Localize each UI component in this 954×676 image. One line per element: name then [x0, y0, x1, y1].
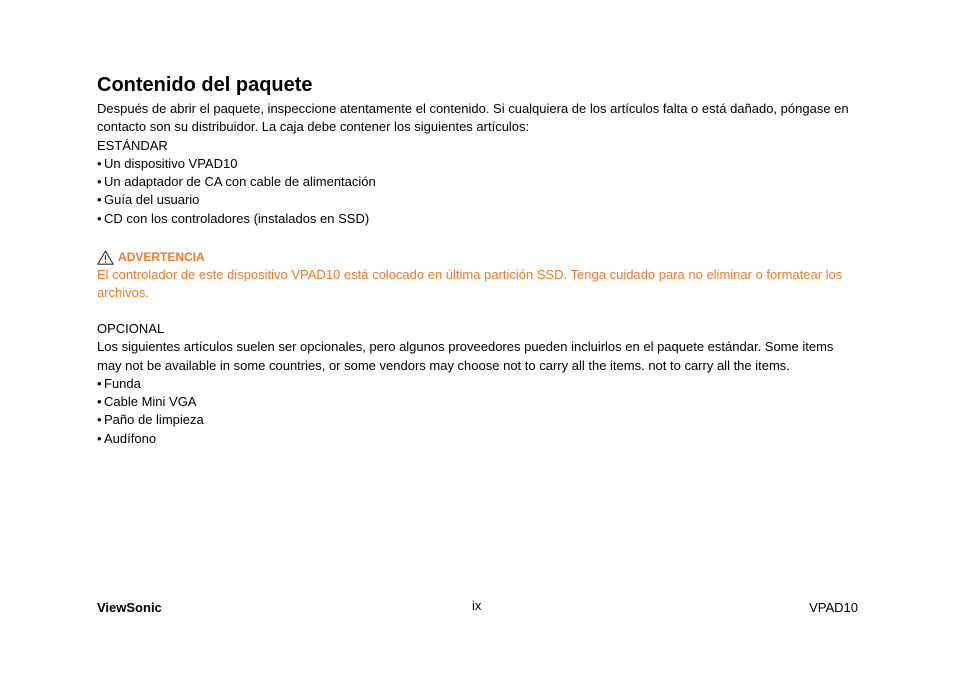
footer-page-number: ix: [472, 598, 482, 613]
list-item-text: Un adaptador de CA con cable de alimentación: [104, 174, 376, 190]
optional-line-2: may not be available in some countries, or some vendors may choose not to carry all the items. not to carry all the items.: [97, 357, 790, 373]
bullet: •: [97, 430, 102, 446]
footer-brand: ViewSonic: [97, 600, 162, 615]
optional-paragraph: [97, 338, 867, 375]
list-item: [97, 191, 867, 209]
bullet: •: [97, 412, 102, 428]
intro-line-2: contacto son su distribuidor. La caja debe contener los siguientes artículos:: [97, 119, 530, 135]
list-item-text: Paño de limpieza: [104, 412, 204, 428]
optional-heading: OPCIONAL: [97, 321, 165, 336]
bullet: •: [97, 192, 102, 208]
optional-section: [97, 320, 867, 448]
warning-paragraph: [97, 266, 867, 303]
list-item: [97, 411, 867, 429]
standard-list: [97, 155, 867, 228]
optional-line-1: Los siguientes artículos suelen ser opcionales, pero algunos proveedores pueden incluirlos en el paquete estándar. Some items: [97, 339, 834, 355]
warning-line-2: archivos.: [97, 285, 150, 301]
warning-section: [97, 248, 867, 303]
bullet: •: [97, 210, 102, 226]
warning-triangle-icon: [97, 250, 114, 265]
list-item: [97, 210, 867, 228]
warning-heading-text: ADVERTENCIA: [118, 250, 205, 264]
list-item: [97, 375, 867, 393]
intro-section: [97, 100, 867, 228]
bullet: •: [97, 375, 102, 391]
list-item-text: Un dispositivo VPAD10: [104, 155, 238, 171]
list-item: [97, 155, 867, 173]
list-item: [97, 430, 867, 448]
list-item-text: Funda: [104, 375, 141, 391]
list-item-text: Audífono: [104, 430, 157, 446]
warning-line-1: El controlador de este dispositivo VPAD10 está colocado en última partición SSD. Tenga cuidado para no eliminar o formatear los: [97, 267, 843, 282]
list-item-text: Cable Mini VGA: [104, 394, 197, 410]
intro-paragraph: [97, 100, 867, 137]
bullet: •: [97, 174, 102, 190]
list-item-text: Guía del usuario: [104, 192, 200, 208]
bullet: •: [97, 394, 102, 410]
list-item: [97, 393, 867, 411]
warning-heading: [97, 248, 867, 266]
standard-heading: ESTÁNDAR: [97, 137, 168, 153]
bullet: •: [97, 155, 102, 171]
list-item-text: CD con los controladores (instalados en SSD): [104, 210, 370, 226]
list-item: [97, 173, 867, 191]
page-title: Contenido del paquete: [97, 74, 313, 96]
optional-list: [97, 375, 867, 448]
footer-model: VPAD10: [809, 600, 858, 615]
intro-line-1: Después de abrir el paquete, inspeccione atentamente el contenido. Si cualquiera de los artículos falta o está dañado, póngase en: [97, 101, 849, 116]
